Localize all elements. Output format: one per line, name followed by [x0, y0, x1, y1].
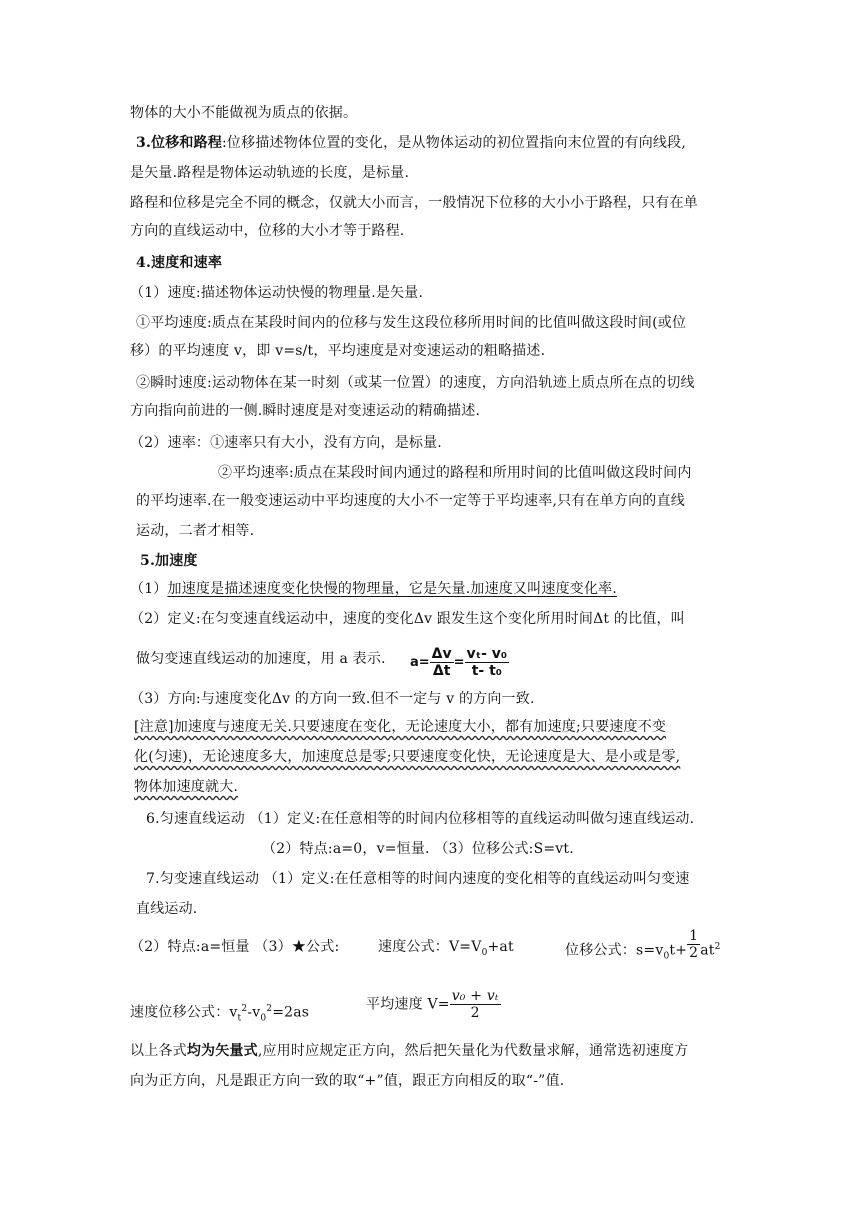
note-line — [134, 718, 666, 736]
note-text: [注意]加速度与速度无关.只要速度在变化，无论速度大小，都有加速度;只要速度不变 — [134, 719, 667, 735]
note-text: 化(匀速)，无论速度多大，加速度总是零;只要速度变化快，无论速度是大、是小或是零, — [134, 749, 681, 765]
text-line: 路程和位移是完全不同的概念，仅就大小而言，一般情况下位移的大小小于路程，只有在单 — [130, 195, 698, 211]
section-3-title: 3.位移和路程 — [136, 135, 223, 151]
text-line: ②平均速率:质点在某段时间内通过的路程和所用时间的比值叫做这段时间内 — [218, 465, 692, 481]
velocity-displacement-formula — [130, 1000, 309, 1027]
formula-denominator: Δt — [432, 663, 451, 679]
text-line: （2）速率：①速率只有大小，没有方向，是标量. — [130, 435, 442, 451]
section-3 — [136, 134, 686, 152]
text-span: 速度位移公式：v — [130, 1004, 238, 1021]
superscript: 2 — [714, 942, 721, 952]
text-line: ②瞬时速度:运动物体在某一时刻（或某一位置）的速度，方向沿轨迹上质点所在点的切线 — [136, 375, 695, 391]
section-5-title-text: 5.加速度 — [140, 553, 198, 569]
displacement-formula — [565, 928, 721, 965]
fraction-numerator: v₀ + vₜ — [451, 988, 499, 1004]
bold-text: 均为矢量式 — [186, 1043, 258, 1059]
text-line: （2）特点:a=0，v=恒量. （3）位移公式:S=vt. — [262, 841, 574, 857]
superscript: 2 — [266, 1004, 273, 1014]
text-line: 向为正方向，凡是跟正方向一致的取“+”值，跟正方向相反的取“-”值. — [130, 1073, 565, 1089]
text-span: at — [700, 942, 715, 959]
text-span: 平均速度 V= — [366, 996, 450, 1013]
fraction-numerator: 1 — [689, 928, 699, 945]
text-span: -v — [247, 1004, 261, 1021]
text-span: （2）特点:a=恒量 （3）★公式: — [130, 939, 340, 955]
acceleration-formula — [410, 646, 509, 679]
subscript: 0 — [481, 947, 488, 958]
text-line: 移）的平均速度 v，即 v=s/t，平均速度是对变速运动的粗略描述. — [130, 343, 546, 359]
formula-equals: = — [453, 655, 465, 670]
formula-fraction-velocity — [465, 646, 510, 679]
text-span: ,应用时应规定正方向，然后把矢量化为代数量求解，通常选初速度方 — [257, 1043, 689, 1059]
section-5-title — [140, 552, 198, 570]
subscript: 0 — [260, 1013, 267, 1024]
underlined-text: 加速度是描述速度变化快慢的物理量，它是矢量.加速度又叫速度变化率. — [167, 581, 618, 597]
text-line: 方向指向前进的一侧.瞬时速度是对变速运动的精确描述. — [130, 403, 481, 419]
formula-lhs: a= — [410, 655, 430, 670]
formula-line — [130, 938, 339, 956]
note-line — [134, 778, 238, 796]
text-line: 直线运动. — [136, 901, 198, 917]
superscript: 2 — [241, 1004, 248, 1014]
average-velocity-fraction — [450, 988, 501, 1021]
note-line — [134, 748, 680, 766]
text-line: （1）速度:描述物体运动快慢的物理量.是矢量. — [130, 285, 424, 301]
item-number: （1） — [130, 581, 168, 597]
formula-numerator: Δv — [431, 646, 452, 662]
text-line: （3）方向:与速度变化Δv 的方向一致.但不一定与 v 的方向一致. — [130, 691, 535, 707]
text-line: 是矢量.路程是物体运动轨迹的长度，是标量. — [130, 165, 410, 181]
text-span: 位移公式：s=v — [565, 942, 664, 959]
text-line: 运动，二者才相等. — [136, 523, 255, 539]
section-4-title — [136, 254, 222, 272]
text-line: 7.匀变速直线运动 （1）定义:在任意相等的时间内速度的变化相等的直线运动叫匀变速 — [146, 871, 690, 887]
text-line: :位移描述物体位置的变化，是从物体运动的初位置指向末位置的有向线段, — [222, 135, 686, 151]
text-span: t+ — [669, 942, 688, 959]
half-fraction — [687, 928, 700, 961]
section-4-title-text: 4.速度和速率 — [136, 255, 223, 271]
fraction-denominator: 2 — [689, 945, 699, 962]
text-span: 速度公式：V=V — [378, 939, 482, 955]
velocity-formula — [378, 938, 514, 962]
formula-numerator: vₜ- v₀ — [466, 646, 508, 662]
text-line: ①平均速度:质点在某段时间内的位移与发生这段位移所用时间的比值叫做这段时间(或位 — [136, 315, 687, 331]
text-line: 做匀变速直线运动的加速度，用 a 表示. — [136, 651, 386, 667]
text-span: =2as — [272, 1004, 310, 1021]
average-velocity-formula — [366, 988, 501, 1021]
text-line — [130, 580, 617, 598]
formula-fraction-delta — [430, 646, 454, 679]
text-line: （2）定义:在匀变速直线运动中，速度的变化Δv 跟发生这个变化所用时间Δt 的比值，叫 — [130, 611, 685, 627]
text-line: 方向的直线运动中，位移的大小才等于路程. — [130, 223, 405, 239]
text-line: 的平均速率.在一般变速运动中平均速度的大小不一定等于平均速率,只有在单方向的直线 — [136, 493, 685, 509]
text-line — [130, 1042, 688, 1060]
text-span: 以上各式 — [130, 1043, 187, 1059]
fraction-denominator: 2 — [470, 1005, 480, 1021]
text-span: +at — [487, 939, 514, 955]
formula-denominator: t- t₀ — [471, 663, 502, 679]
subscript: 0 — [663, 951, 670, 962]
subscript: t — [237, 1013, 242, 1024]
text-line: 6.匀速直线运动 （1）定义:在任意相等的时间内位移相等的直线运动叫做匀速直线运动. — [146, 811, 695, 827]
note-text: 物体加速度就大. — [134, 779, 239, 795]
text-line: 物体的大小不能做视为质点的依据。 — [130, 105, 358, 121]
